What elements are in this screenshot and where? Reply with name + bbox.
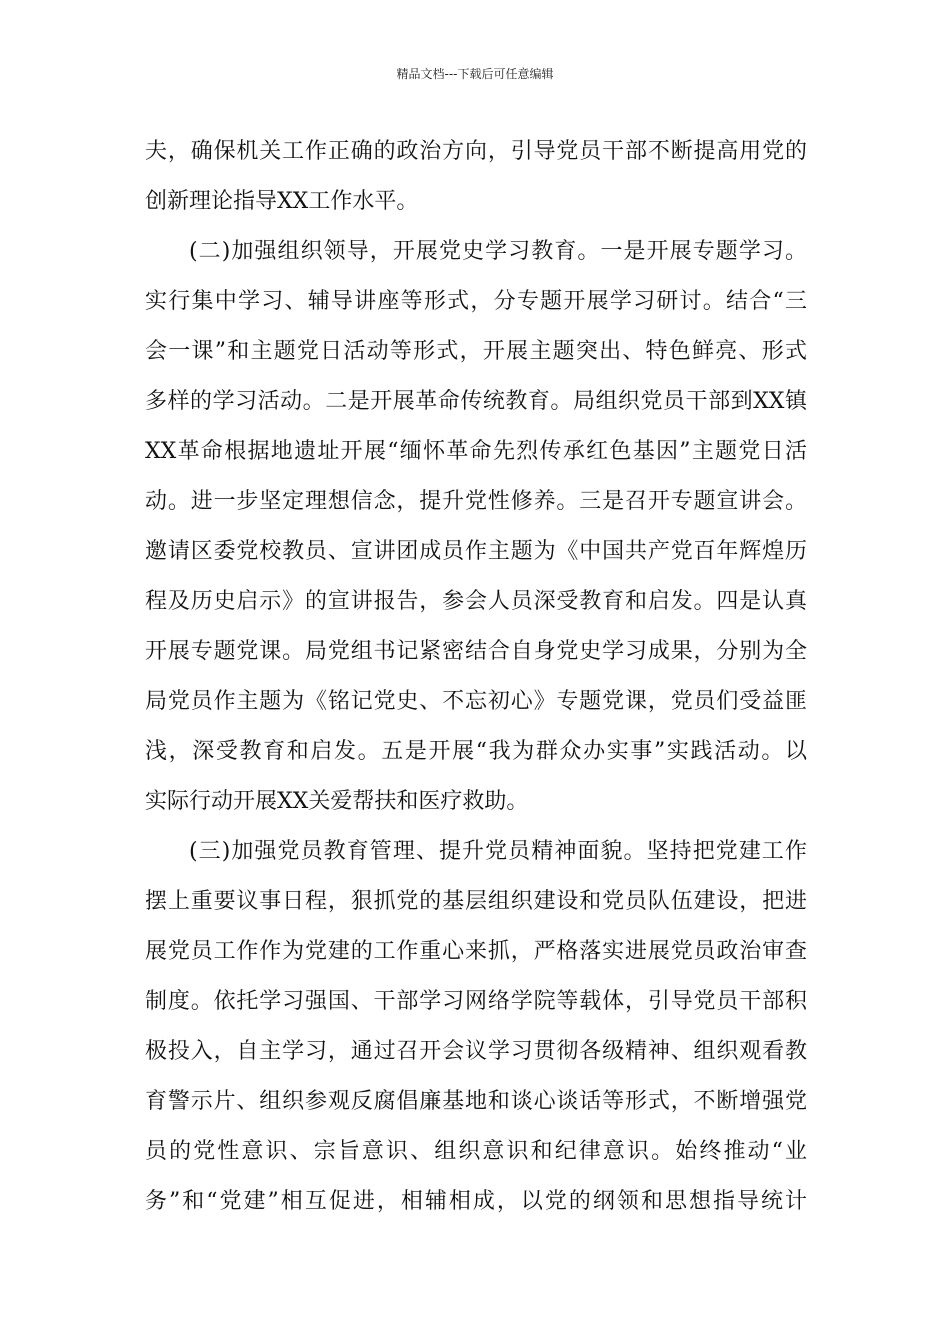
- text-line: 局党员作主题为《铭记党史、不忘初心》专题党课，党员们受益匪: [145, 689, 807, 714]
- text-line: 摆上重要议事日程，狠抓党的基层组织建设和党员队伍建设，把进: [145, 889, 807, 914]
- text-line: 会一课”和主题党日活动等形式，开展主题突出、特色鲜亮、形式: [145, 339, 807, 364]
- text-line: (二)加强组织领导，开展党史学习教育。一是开展专题学习。: [189, 239, 807, 264]
- page-header: 精品文档---下载后可任意编辑: [396, 67, 554, 81]
- text-line: 务”和“党建”相互促进，相辅相成，以党的纲领和思想指导统计: [145, 1189, 807, 1214]
- text-line: 多样的学习活动。二是开展革命传统教育。局组织党员干部到XX镇: [145, 389, 807, 414]
- text-line: 开展专题党课。局党组书记紧密结合自身党史学习成果，分别为全: [145, 639, 807, 664]
- text-line: (三)加强党员教育管理、提升党员精神面貌。坚持把党建工作: [189, 839, 807, 864]
- text-line: 夫，确保机关工作正确的政治方向，引导党员干部不断提高用党的: [145, 139, 807, 164]
- text-line: 育警示片、组织参观反腐倡廉基地和谈心谈话等形式，不断增强党: [145, 1089, 807, 1114]
- text-line: 员的党性意识、宗旨意识、组织意识和纪律意识。始终推动“业: [145, 1139, 807, 1164]
- text-line: XX革命根据地遗址开展“缅怀革命先烈传承红色基因”主题党日活: [145, 439, 807, 464]
- text-line: 创新理论指导XX工作水平。: [145, 189, 419, 214]
- document-body: [145, 132, 807, 1232]
- text-line: 浅，深受教育和启发。五是开展“我为群众办实事”实践活动。以: [145, 739, 807, 764]
- text-line: 极投入，自主学习，通过召开会议学习贯彻各级精神、组织观看教: [145, 1039, 807, 1064]
- text-line: 制度。依托学习强国、干部学习网络学院等载体，引导党员干部积: [145, 989, 807, 1014]
- text-line: 程及历史启示》的宣讲报告，参会人员深受教育和启发。四是认真: [145, 589, 807, 614]
- text-line: 实行集中学习、辅导讲座等形式，分专题开展学习研讨。结合“三: [145, 289, 807, 314]
- text-line: 展党员工作作为党建的工作重心来抓，严格落实进展党员政治审查: [145, 939, 807, 964]
- text-line: 邀请区委党校教员、宣讲团成员作主题为《中国共产党百年辉煌历: [145, 539, 807, 564]
- text-line: 实际行动开展XX关爱帮扶和医疗救助。: [145, 789, 529, 814]
- text-line: 动。进一步坚定理想信念，提升党性修养。三是召开专题宣讲会。: [145, 489, 807, 514]
